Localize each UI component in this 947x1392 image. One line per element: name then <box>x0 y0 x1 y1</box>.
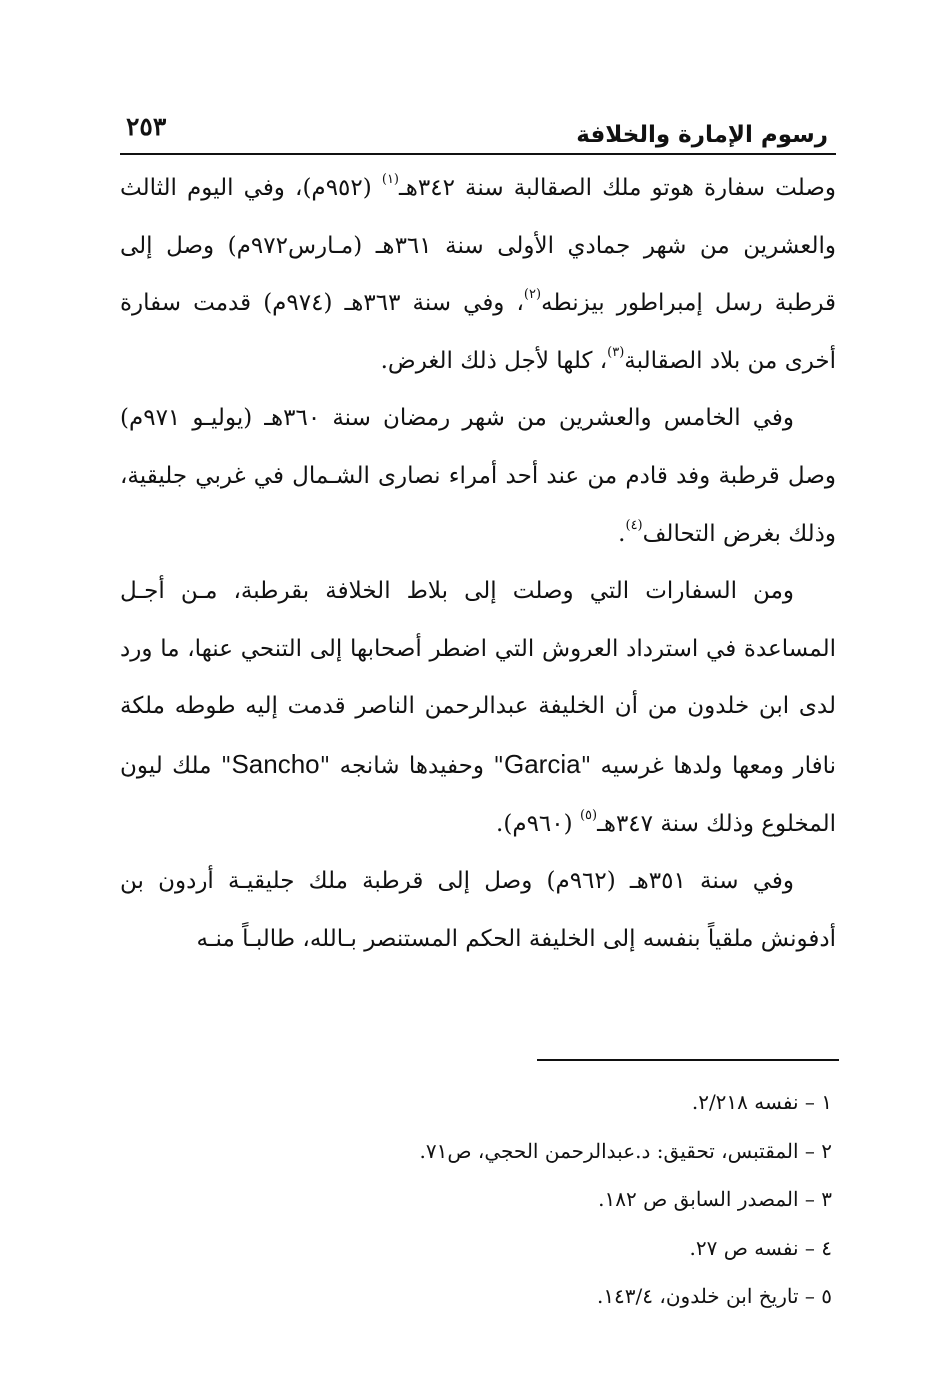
footnote-3: ٣ – المصدر السابق ص ١٨٢. <box>598 1187 832 1211</box>
footnote-ref-4: (٤) <box>625 517 643 533</box>
footnotes <box>120 1078 836 1321</box>
footnote-ref-5: (٥) <box>579 807 598 823</box>
latin-name-garcia: Garcia <box>503 748 581 779</box>
footnote-ref-2: (٢) <box>523 287 542 303</box>
footnote-ref-3: (٣) <box>607 344 625 360</box>
paragraph-1: وصلت سفارة هوتو ملك الصقالبة سنة ٣٤٢هـ$^{(١)}$ (٩٥٢م)، وفي اليوم الثالث والعشرين من شهر جمادي الأولى سنة ٣٦١هـ (مـارس٩٧٢م) وصل إلى قرطبة رسل إمبراطور بيزنطه$^{(٢)}$، وفي سنة ٣٦٣هـ (٩٧٤م) قدمت سفارة أخرى من بلاد الصقالبة$^{(٣)}$، كلها لأجل ذلك الغرض. <box>120 172 836 374</box>
footnote-1: ١ – نفسه ٢/٢١٨. <box>691 1090 832 1114</box>
running-title: رسوم الإمارة والخلافة <box>576 122 828 148</box>
latin-name-sancho: Sancho <box>231 748 320 779</box>
page-number: ٢٥٣ <box>126 112 167 141</box>
paragraph-4: وفي سنة ٣٥١هـ (٩٦٢م) وصل إلى قرطبة ملك جليقيـة أردون بن أدفونش ملقياً بنفسه إلى الخليفة الحكم المستنصر بـالله، طالبـاً منـه <box>120 868 836 952</box>
footnote-5: ٥ – تاريخ ابن خلدون، ١٤٣/٤. <box>596 1284 832 1308</box>
header-rule <box>120 153 836 155</box>
footnote-rule <box>537 1059 839 1061</box>
paragraph-2: وفي الخامس والعشرين من شهر رمضان سنة ٣٦٠هـ (يوليـو ٩٧١م) وصل قرطبة وفد قادم من عند أحد أمراء نصارى الشـمال في غربي جليقية، وذلك بغرض التحالف$^{(٤)}$. <box>120 405 836 547</box>
footnote-2: ٢ – المقتبس، تحقيق: د.عبدالرحمن الحجي، ص٧١. <box>419 1138 832 1163</box>
footnote-4: ٤ – نفسه ص ٢٧. <box>689 1235 832 1260</box>
page-header <box>120 112 836 154</box>
body-text <box>120 160 836 968</box>
paragraph-3: ومن السفارات التي وصلت إلى بلاط الخلافة بقرطبة، مـن أجـل المساعدة في استرداد العروش التي اضطر أصحابها إلى التنحي عنها، ما ورد لدى ابن خلدون من أن الخليفة عبدالرحمن الناصر قدمت إليه طوطه ملكة نافار ومعها ولدها غرسيه "Garcia" وحفيدها شانجه "Sancho" ملك ليون المخلوع وذلك سنة ٣٤٧هـ$^{(٥)}$ (٩٦٠م). <box>120 578 837 837</box>
footnote-ref-1: (١) <box>381 172 399 187</box>
